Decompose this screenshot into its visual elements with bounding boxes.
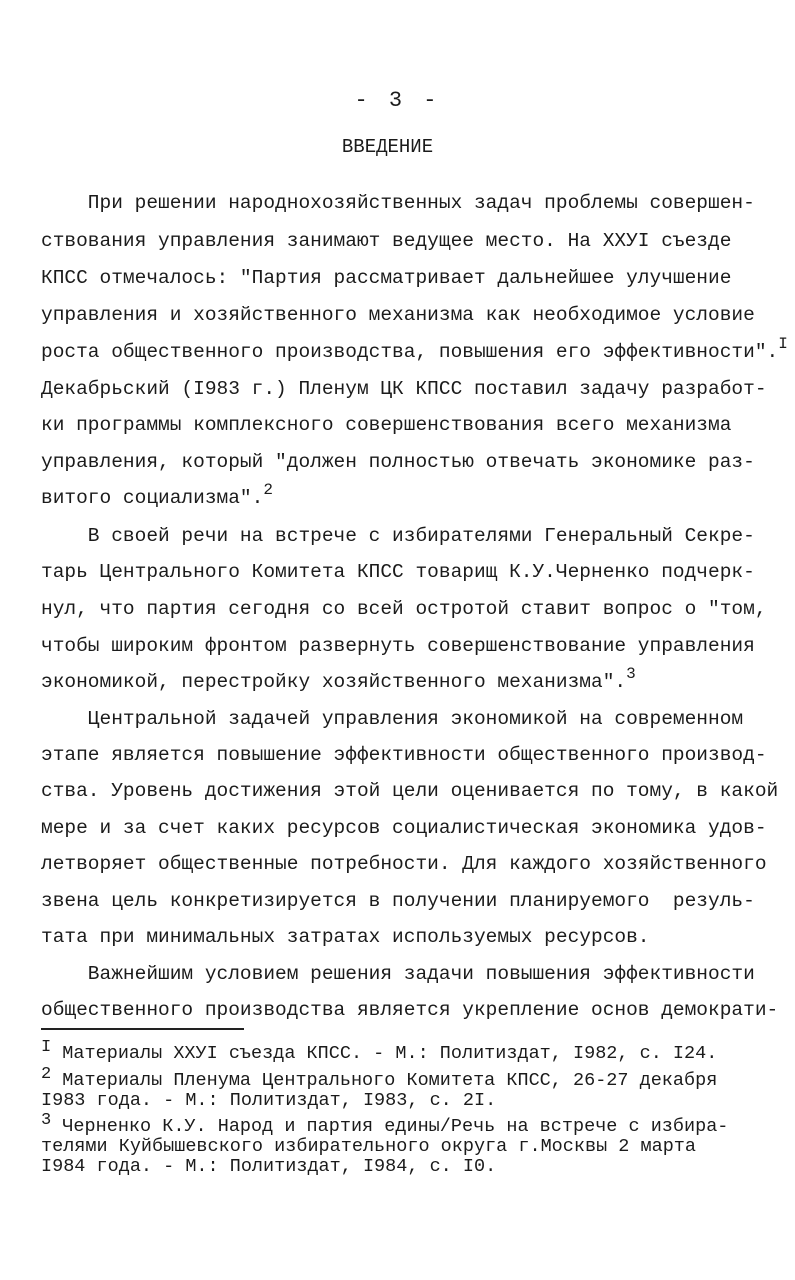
text-line: чтобы широким фронтом развернуть совершенствование управления: [41, 635, 755, 657]
footnote-text: I984 года. - М.: Политиздат, I984, с. I0.: [41, 1156, 497, 1177]
footnote-mark: 2: [41, 1065, 52, 1084]
footnote-ref: 3: [626, 665, 636, 683]
text-line: ствования управления занимают ведущее место. На ХХУI съезде: [41, 230, 732, 252]
footnote-mark: 3: [41, 1111, 52, 1130]
footnote-text: телями Куйбышевского избирательного округа г.Москвы 2 марта: [41, 1136, 697, 1157]
footnote: [41, 1038, 756, 1064]
text-line: При решении народнохозяйственных задач проблемы совершен-: [41, 192, 755, 214]
text-line: ства. Уровень достижения этой цели оценивается по тому, в какой: [41, 780, 779, 802]
text-line: Центральной задачей управления экономикой на современном: [41, 708, 744, 730]
footnote-ref: I: [778, 335, 788, 353]
text-line-with-ref: [41, 335, 788, 363]
text-line-with-ref: [41, 481, 756, 509]
text-line: общественного производства является укрепление основ демократи-: [41, 999, 779, 1021]
text-line: управления, который "должен полностью отвечать экономике раз-: [41, 451, 755, 473]
text-line: тарь Центрального Комитета КПСС товарищ К.У.Черненко подчерк-: [41, 561, 755, 583]
footnote-ref: 2: [263, 481, 273, 499]
footnote-mark: I: [41, 1038, 52, 1057]
text-line: Важнейшим условием решения задачи повышения эффективности: [41, 963, 755, 985]
text-line: витого социализма".: [41, 487, 264, 509]
footnote-text: I983 года. - М.: Политиздат, I983, с. 2I.: [41, 1090, 497, 1111]
text-line: этапе является повышение эффективности общественного производ-: [41, 744, 767, 766]
text-line: нул, что партия сегодня со всей остротой ставит вопрос о "том,: [41, 598, 767, 620]
text-line: звена цель конкретизируется в получении планируемого резуль-: [41, 890, 755, 912]
text-line: роста общественного производства, повышения его эффективности".: [41, 341, 779, 363]
footnote-text: Материалы ХХУI съезда КПСС. - М.: Политиздат, I982, с. I24.: [51, 1043, 718, 1064]
footnote: [41, 1111, 756, 1137]
text-line: тата при минимальных затратах используемых ресурсов.: [41, 926, 650, 948]
text-line: Декабрьский (I983 г.) Пленум ЦК КПСС поставил задачу разработ-: [41, 378, 767, 400]
page-title: ВВЕДЕНИЕ: [341, 136, 434, 158]
page-number: - 3 -: [354, 88, 441, 113]
text-line: КПСС отмечалось: "Партия рассматривает дальнейшее улучшение: [41, 267, 732, 289]
text-line: экономикой, перестройку хозяйственного механизма".: [41, 671, 627, 693]
footnote-text: Черненко К.У. Народ и партия едины/Речь на встрече с избира-: [51, 1116, 729, 1137]
text-line: мере и за счет каких ресурсов социалистическая экономика удов-: [41, 817, 767, 839]
text-line-with-ref: [41, 665, 756, 693]
text-line: управления и хозяйственного механизма как необходимое условие: [41, 304, 755, 326]
footnote-text: Материалы Пленума Центрального Комитета КПСС, 26-27 декабря: [51, 1070, 718, 1091]
footnote-divider: [41, 1028, 244, 1030]
text-line: ки программы комплексного совершенствования всего механизма: [41, 414, 732, 436]
text-line: В своей речи на встрече с избирателями Генеральный Секре-: [41, 525, 755, 547]
text-line: летворяет общественные потребности. Для каждого хозяйственного: [41, 853, 767, 875]
footnote: [41, 1065, 756, 1091]
